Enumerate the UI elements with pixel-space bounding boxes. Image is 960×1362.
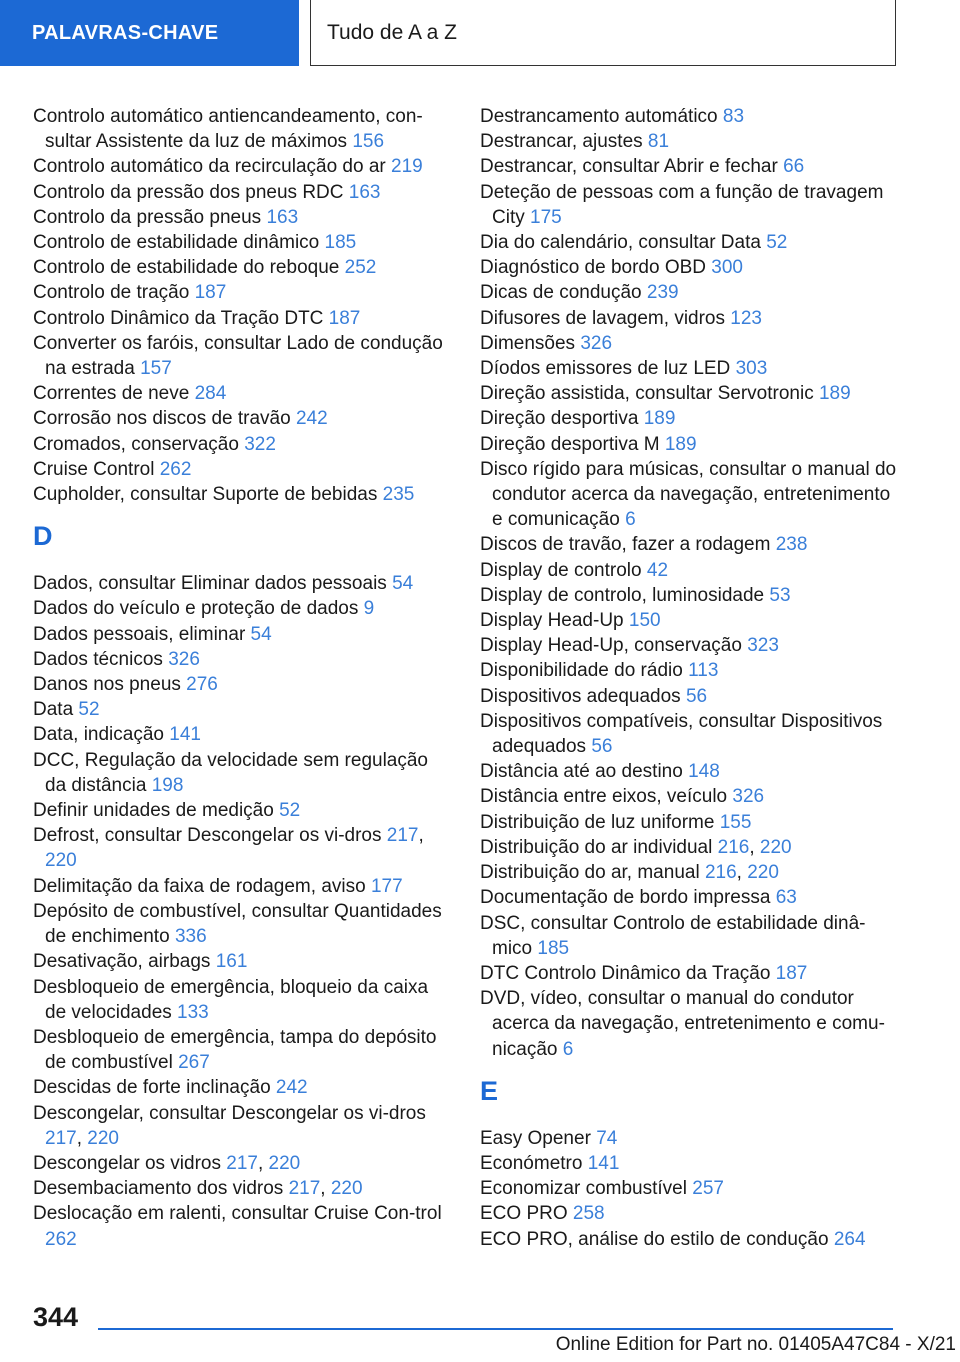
entry-term: Controlo de tração bbox=[33, 282, 190, 304]
entry-term: Dados do veículo e proteção de dados bbox=[33, 598, 359, 620]
index-entry bbox=[480, 104, 900, 129]
index-entry bbox=[33, 622, 453, 647]
entry-term: Converter os faróis, consultar Lado de condução na estrada bbox=[33, 332, 443, 380]
entry-term: Definir unidades de medição bbox=[33, 800, 274, 822]
index-entry bbox=[33, 1201, 453, 1251]
page-link[interactable]: 161 bbox=[215, 951, 248, 973]
index-entry bbox=[33, 672, 453, 697]
index-entry bbox=[33, 571, 453, 596]
page-link[interactable]: 198 bbox=[151, 774, 184, 796]
entry-term: Distribuição do ar individual bbox=[480, 836, 713, 858]
page-link[interactable]: 54 bbox=[250, 623, 272, 645]
section-letter: E bbox=[480, 1075, 499, 1106]
entry-term: Diagnóstico de bordo OBD bbox=[480, 257, 707, 279]
index-entry: Descongelar, consultar Descongelar os vi-dros 217, 220 bbox=[33, 1102, 426, 1149]
index-entry bbox=[33, 798, 453, 823]
entry-term: Direção desportiva bbox=[480, 408, 639, 430]
page-link[interactable]: 156 bbox=[352, 131, 385, 153]
entry-term: Controlo da pressão dos pneus RDC bbox=[33, 181, 344, 203]
page-link[interactable]: 42 bbox=[646, 559, 669, 581]
page-link[interactable]: 239 bbox=[646, 282, 679, 304]
entry-term: Correntes de neve bbox=[33, 383, 190, 405]
entry-term: Cupholder, consultar Suporte de bebidas bbox=[33, 484, 378, 506]
index-entry bbox=[33, 331, 453, 381]
index-entry: Distribuição do ar, manual 216, 220 bbox=[480, 862, 779, 884]
page-link[interactable]: 220 bbox=[45, 850, 77, 872]
page-link[interactable]: 74 bbox=[596, 1127, 618, 1149]
index-entry bbox=[33, 596, 453, 621]
entry-term: Danos nos pneus bbox=[33, 674, 181, 696]
index-entry bbox=[33, 381, 453, 406]
footer-rule bbox=[98, 1328, 893, 1330]
index-entry bbox=[33, 899, 453, 949]
index-entry bbox=[33, 647, 453, 672]
entry-term: Dicas de condução bbox=[480, 282, 642, 304]
index-entry bbox=[480, 1176, 900, 1201]
index-entry: Distribuição do ar individual 216, 220 bbox=[480, 836, 792, 858]
page-link[interactable]: 326 bbox=[732, 786, 765, 808]
entry-term: Distribuição do ar, manual bbox=[480, 862, 700, 884]
index-entry bbox=[33, 697, 453, 722]
index-entry bbox=[33, 205, 453, 230]
page-link[interactable]: 141 bbox=[587, 1152, 620, 1174]
index-entry bbox=[480, 1227, 900, 1252]
page-link[interactable]: 157 bbox=[140, 358, 172, 380]
page-link[interactable]: 322 bbox=[244, 433, 276, 455]
entry-term: Descidas de forte inclinação bbox=[33, 1077, 271, 1099]
entry-term: Corrosão nos discos de travão bbox=[33, 408, 291, 430]
index-entry bbox=[33, 432, 453, 457]
index-entry bbox=[480, 457, 900, 533]
tab-tudo-de-a-a-z[interactable]: Tudo de A a Z bbox=[310, 0, 896, 66]
entry-term: Distância entre eixos, veículo bbox=[480, 786, 728, 808]
index-entry bbox=[480, 532, 900, 557]
page-link[interactable]: 66 bbox=[783, 156, 805, 178]
page-link[interactable]: 141 bbox=[169, 724, 201, 746]
page-link[interactable]: 262 bbox=[45, 1228, 77, 1250]
index-column-right bbox=[480, 104, 900, 1252]
index-entry bbox=[33, 874, 453, 899]
entry-term: Controlo Dinâmico da Tração DTC bbox=[33, 307, 324, 329]
index-entry: Descongelar os vidros 217, 220 bbox=[33, 1152, 301, 1174]
page-link[interactable]: 56 bbox=[591, 736, 613, 758]
index-entry bbox=[480, 633, 900, 658]
index-entry: Defrost, consultar Descongelar os vi-dros 217, 220 bbox=[33, 825, 424, 872]
page-link[interactable]: 83 bbox=[722, 106, 745, 127]
page-link[interactable]: 336 bbox=[174, 926, 207, 948]
entry-term: Deslocação em ralenti, consultar Cruise Con-trol bbox=[33, 1203, 442, 1225]
entry-term: Disponibilidade do rádio bbox=[480, 660, 683, 682]
index-entry bbox=[480, 255, 900, 280]
entry-term: Data bbox=[33, 699, 74, 721]
entry-term: Dados, consultar Eliminar dados pessoais bbox=[33, 573, 387, 595]
page-link[interactable]: 284 bbox=[194, 383, 227, 405]
entry-term: Destrancamento automático bbox=[480, 106, 718, 127]
page-link[interactable]: 220 bbox=[747, 862, 779, 884]
entry-term: Depósito de combustível, consultar Quantidades de enchimento bbox=[33, 900, 442, 948]
entry-term: Controlo automático antiencandeamento, con-sultar Assistente da luz de máximos bbox=[33, 106, 423, 153]
page-link[interactable]: 9 bbox=[363, 598, 375, 620]
entry-term: Display Head-Up, conservação bbox=[480, 635, 742, 657]
edition-note: Online Edition for Part no. 01405A47C84 - X/21 bbox=[555, 1334, 956, 1355]
page-link[interactable]: 185 bbox=[324, 232, 357, 254]
page-link[interactable]: 52 bbox=[279, 800, 301, 822]
index-entry bbox=[480, 306, 900, 331]
page-link[interactable]: 252 bbox=[344, 257, 377, 279]
index-entry bbox=[480, 658, 900, 683]
index-entry bbox=[480, 608, 900, 633]
index-entry bbox=[480, 784, 900, 809]
index-entry bbox=[480, 911, 900, 961]
index-entry: Desembaciamento dos vidros 217, 220 bbox=[33, 1178, 363, 1200]
index-entry bbox=[480, 381, 900, 406]
entry-term: DCC, Regulação da velocidade sem regulação da distância bbox=[33, 749, 429, 796]
index-entry bbox=[480, 280, 900, 305]
entry-term: Desbloqueio de emergência, bloqueio da caixa de velocidades bbox=[33, 976, 429, 1023]
page-link[interactable]: 264 bbox=[833, 1228, 866, 1250]
entry-term: Difusores de lavagem, vidros bbox=[480, 307, 725, 329]
entry-term: Documentação de bordo impressa bbox=[480, 887, 771, 909]
page-link[interactable]: 163 bbox=[266, 206, 299, 228]
index-entry bbox=[480, 331, 900, 356]
index-entry bbox=[480, 180, 900, 230]
index-entry bbox=[480, 986, 900, 1062]
page-link[interactable]: 6 bbox=[625, 509, 636, 531]
index-entry bbox=[480, 583, 900, 608]
index-entry bbox=[33, 255, 453, 280]
entry-term: ECO PRO bbox=[480, 1203, 568, 1225]
page-link[interactable]: 216 bbox=[717, 836, 750, 858]
index-entry bbox=[480, 759, 900, 784]
page-link[interactable]: 238 bbox=[775, 534, 808, 556]
index-entry bbox=[33, 949, 453, 974]
page-link[interactable]: 189 bbox=[643, 408, 676, 430]
section-letter: D bbox=[33, 521, 53, 552]
index-entry bbox=[480, 1151, 900, 1176]
index-entry bbox=[480, 129, 900, 154]
page-link[interactable]: 163 bbox=[348, 181, 381, 203]
entry-term: ECO PRO, análise do estilo de condução bbox=[480, 1228, 829, 1250]
entry-term: Controlo de estabilidade do reboque bbox=[33, 257, 340, 279]
page-link[interactable]: 185 bbox=[537, 937, 570, 959]
index-entry bbox=[480, 810, 900, 835]
index-entry bbox=[480, 154, 900, 179]
page-link[interactable]: 53 bbox=[769, 584, 791, 606]
entry-term: Display de controlo bbox=[480, 559, 642, 581]
entry-term: Discos de travão, fazer a rodagem bbox=[480, 534, 771, 556]
index-entry bbox=[33, 457, 453, 482]
page-link[interactable]: 216 bbox=[704, 862, 737, 884]
entry-term: Descongelar, consultar Descongelar os vi-dros bbox=[33, 1102, 426, 1124]
page-link[interactable]: 6 bbox=[562, 1038, 574, 1060]
page-link[interactable]: 155 bbox=[719, 811, 752, 833]
entry-term: Destrancar, ajustes bbox=[480, 131, 643, 153]
page-link[interactable]: 217 bbox=[386, 825, 419, 847]
index-entry bbox=[33, 180, 453, 205]
index-entry bbox=[480, 356, 900, 381]
index-entry bbox=[33, 1025, 453, 1075]
page-link[interactable]: 262 bbox=[159, 458, 192, 480]
page-link[interactable]: 303 bbox=[735, 358, 768, 380]
entry-term: DTC Controlo Dinâmico da Tração bbox=[480, 962, 771, 984]
entry-term: Direção assistida, consultar Servotronic bbox=[480, 383, 814, 405]
index-entry bbox=[480, 1201, 900, 1226]
index-entry bbox=[480, 684, 900, 709]
entry-term: Dispositivos adequados bbox=[480, 685, 681, 707]
entry-term: Easy Opener bbox=[480, 1127, 591, 1149]
page-link[interactable]: 123 bbox=[730, 307, 762, 329]
page-link[interactable]: 258 bbox=[572, 1203, 605, 1225]
index-entry bbox=[480, 230, 900, 255]
page-link[interactable]: 52 bbox=[766, 232, 788, 254]
page-link[interactable]: 81 bbox=[647, 131, 670, 153]
page-link[interactable]: 326 bbox=[580, 332, 613, 354]
entry-term: Desbloqueio de emergência, tampa do depósito de combustível bbox=[33, 1026, 437, 1074]
entry-term: Display Head-Up bbox=[480, 610, 624, 632]
page-link[interactable]: 300 bbox=[711, 257, 743, 279]
entry-term: Dados pessoais, eliminar bbox=[33, 623, 246, 645]
page-link[interactable]: 217 bbox=[288, 1178, 321, 1200]
page-link[interactable]: 242 bbox=[275, 1077, 308, 1099]
page-link[interactable]: 177 bbox=[370, 875, 403, 897]
page-link[interactable]: 323 bbox=[747, 635, 779, 657]
entry-term: Cromados, conservação bbox=[33, 433, 239, 455]
entry-term: Distância até ao destino bbox=[480, 761, 683, 783]
index-entry bbox=[480, 558, 900, 583]
page-link[interactable]: 56 bbox=[685, 685, 708, 707]
entry-term: Destrancar, consultar Abrir e fechar bbox=[480, 156, 778, 178]
page-link[interactable]: 219 bbox=[391, 156, 423, 178]
index-entry bbox=[33, 306, 453, 331]
entry-term: Controlo da pressão pneus bbox=[33, 206, 262, 228]
page-link[interactable]: 63 bbox=[775, 887, 797, 909]
entry-term: Display de controlo, luminosidade bbox=[480, 584, 765, 606]
entry-term: DSC, consultar Controlo de estabilidade dinâ-mico bbox=[480, 912, 866, 959]
page-link[interactable]: 220 bbox=[759, 836, 792, 858]
page-link[interactable]: 267 bbox=[178, 1052, 210, 1074]
page-link[interactable]: 189 bbox=[818, 383, 851, 405]
index-entry bbox=[33, 104, 453, 154]
index-entry bbox=[33, 1075, 453, 1100]
page-link[interactable]: 217 bbox=[226, 1152, 258, 1174]
page-link[interactable]: 52 bbox=[78, 699, 100, 721]
page-link[interactable]: 113 bbox=[688, 660, 719, 682]
page-link[interactable]: 187 bbox=[328, 307, 361, 329]
index-entry bbox=[33, 482, 453, 507]
entry-term: Data, indicação bbox=[33, 724, 164, 746]
entry-term: Direção desportiva M bbox=[480, 433, 660, 455]
page-link[interactable]: 148 bbox=[688, 761, 720, 783]
page-link[interactable]: 257 bbox=[692, 1178, 724, 1200]
entry-term: Controlo de estabilidade dinâmico bbox=[33, 232, 320, 254]
page-link[interactable]: 220 bbox=[330, 1178, 363, 1200]
page-link[interactable]: 235 bbox=[382, 484, 415, 506]
entry-term: Defrost, consultar Descongelar os vi-dros bbox=[33, 825, 382, 847]
entry-term: Controlo automático da recirculação do ar bbox=[33, 156, 386, 178]
index-entry bbox=[480, 432, 900, 457]
page-link[interactable]: 326 bbox=[168, 648, 200, 670]
page-link[interactable]: 189 bbox=[664, 433, 697, 455]
index-entry bbox=[480, 885, 900, 910]
page-link[interactable]: 133 bbox=[177, 1001, 209, 1023]
entry-term: Díodos emissores de luz LED bbox=[480, 358, 731, 380]
page-link[interactable]: 175 bbox=[530, 206, 562, 228]
index-entry bbox=[33, 230, 453, 255]
page-link[interactable]: 220 bbox=[268, 1152, 301, 1174]
entry-term: Descongelar os vidros bbox=[33, 1152, 221, 1174]
page-link[interactable]: 220 bbox=[87, 1127, 119, 1149]
page-link[interactable]: 187 bbox=[194, 282, 227, 304]
tab-palavras-chave[interactable]: PALAVRAS-CHAVE bbox=[0, 0, 299, 66]
index-entry bbox=[33, 748, 453, 798]
entry-term: Dimensões bbox=[480, 332, 576, 354]
entry-term: Delimitação da faixa de rodagem, aviso bbox=[33, 875, 366, 897]
entry-term: Distribuição de luz uniforme bbox=[480, 811, 715, 833]
index-entry bbox=[33, 406, 453, 431]
entry-term: Disco rígido para músicas, consultar o manual do condutor acerca da navegação, entretenimento e comunicação bbox=[480, 458, 897, 531]
page-link[interactable]: 217 bbox=[45, 1127, 77, 1149]
page-link[interactable]: 242 bbox=[295, 408, 328, 430]
entry-term: DVD, vídeo, consultar o manual do condutor acerca da navegação, entretenimento e comu-nicação bbox=[480, 988, 885, 1060]
index-column-left bbox=[33, 104, 453, 1252]
entry-term: Economizar combustível bbox=[480, 1178, 687, 1200]
entry-term: Dia do calendário, consultar Data bbox=[480, 232, 761, 254]
page-link[interactable]: 187 bbox=[775, 962, 808, 984]
index-entry bbox=[33, 154, 453, 179]
page-link[interactable]: 54 bbox=[392, 573, 414, 595]
index-entry bbox=[33, 975, 453, 1025]
index-entry bbox=[480, 709, 900, 759]
index-entry bbox=[33, 722, 453, 747]
entry-term: Dados técnicos bbox=[33, 648, 163, 670]
page-number: 344 bbox=[33, 1302, 79, 1332]
entry-term: Económetro bbox=[480, 1152, 583, 1174]
index-entry bbox=[480, 961, 900, 986]
page-link[interactable]: 150 bbox=[628, 610, 661, 632]
index-entry bbox=[480, 1126, 900, 1151]
index-entry bbox=[33, 280, 453, 305]
entry-term: Desativação, airbags bbox=[33, 951, 211, 973]
entry-term: Cruise Control bbox=[33, 458, 155, 480]
entry-term: Desembaciamento dos vidros bbox=[33, 1178, 284, 1200]
index-entry bbox=[480, 406, 900, 431]
entry-term: Deteção de pessoas com a função de travagem City bbox=[480, 181, 884, 228]
entry-term: Dispositivos compatíveis, consultar Dispositivos adequados bbox=[480, 710, 883, 758]
page-link[interactable]: 276 bbox=[186, 674, 218, 696]
